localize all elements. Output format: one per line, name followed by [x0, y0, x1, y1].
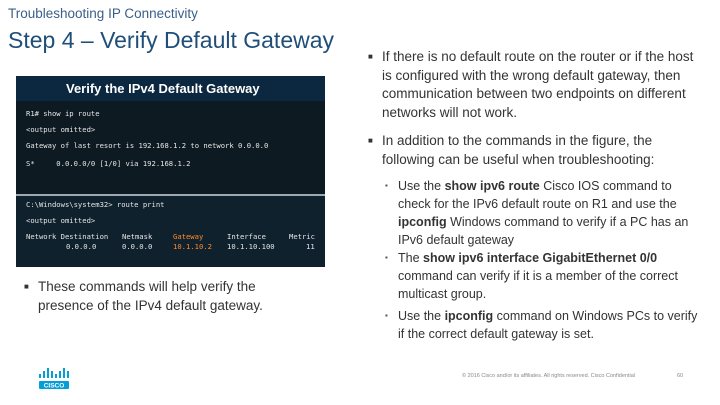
cli-figure	[16, 76, 325, 267]
table-cell: 10.1.10.2	[173, 242, 212, 251]
figure-heading: Verify the IPv4 Default Gateway	[16, 76, 325, 101]
router-output	[16, 101, 325, 194]
table-cell: 10.1.10.100	[227, 242, 275, 251]
bullet-icon: ■	[368, 52, 373, 61]
table-header: Metric	[289, 232, 315, 241]
cisco-logo-icon	[38, 368, 70, 390]
table-cell: 11	[306, 242, 315, 251]
table-header: Gateway	[173, 232, 204, 241]
cli-line: C:\Windows\system32> route print	[26, 200, 165, 209]
bullet-icon: ■	[24, 282, 29, 291]
cli-line: <output omitted>	[26, 125, 96, 134]
cli-line: S* 0.0.0.0/0 [1/0] via 192.168.1.2	[26, 159, 191, 168]
table-cell: 0.0.0.0	[122, 242, 153, 251]
pc-output	[16, 196, 325, 267]
svg-text:CISCO: CISCO	[43, 382, 65, 390]
table-header: Netmask	[122, 232, 153, 241]
slide-title: Step 4 – Verify Default Gateway	[8, 27, 335, 53]
bullet-icon: ▪	[385, 181, 388, 190]
bullet-icon: ▪	[385, 311, 388, 320]
table-header: Interface	[227, 232, 266, 241]
table-header: Network Destination	[26, 232, 109, 241]
page-number: 60	[677, 373, 684, 379]
bullet-icon: ■	[368, 136, 373, 145]
cli-line: Gateway of last resort is 192.168.1.2 to network 0.0.0.0	[26, 141, 269, 150]
bullet-icon: ▪	[385, 253, 388, 262]
cli-line: <output omitted>	[26, 216, 96, 225]
table-cell: 0.0.0.0	[66, 242, 97, 251]
copyright-footer: © 2016 Cisco and/or its affiliates. All rights reserved. Cisco Confidential	[462, 373, 636, 379]
cli-line: R1# show ip route	[26, 109, 100, 118]
section-supertitle: Troubleshooting IP Connectivity	[8, 6, 198, 21]
